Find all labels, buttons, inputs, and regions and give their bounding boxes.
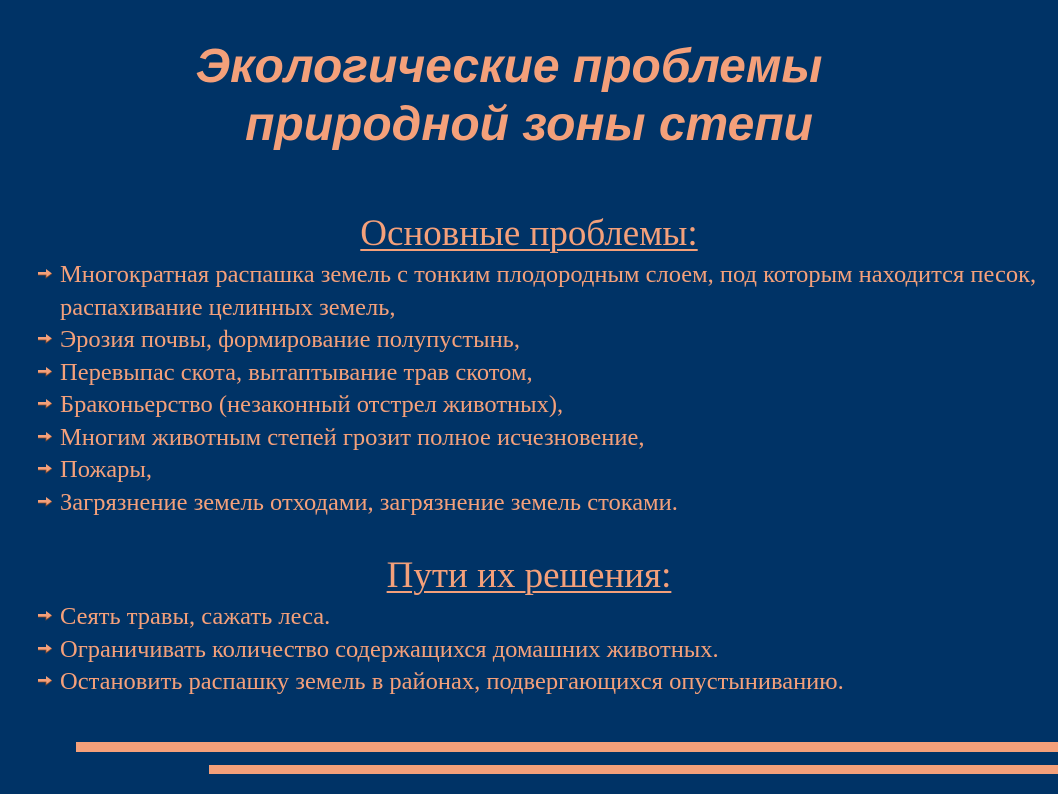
list-item [38, 454, 1038, 487]
arrow-bullet-icon [38, 367, 52, 377]
arrow-bullet-icon [38, 432, 52, 442]
problem-text: Браконьерство (незаконный отстрел животных), [60, 391, 564, 418]
solution-text: Ограничивать количество содержащихся домашних животных. [60, 635, 719, 663]
list-item [38, 422, 1038, 455]
solution-text: Сеять травы, сажать леса. [60, 603, 331, 630]
list-item [38, 601, 1038, 634]
title-line-1: Экологические проблемы [195, 40, 823, 93]
list-item [38, 324, 1038, 357]
list-item [38, 634, 1038, 667]
arrow-bullet-icon [38, 464, 52, 474]
problem-text: Перевыпас скота, вытаптывание трав скотом, [60, 358, 533, 386]
solutions-list [38, 601, 1038, 699]
problem-text: Пожары, [60, 456, 152, 483]
list-item [38, 259, 1038, 324]
title-line-2: природной зоны степи [245, 98, 813, 151]
arrow-bullet-icon [38, 269, 52, 279]
list-item [38, 666, 1038, 699]
decorative-bar-top [76, 742, 1058, 752]
arrow-bullet-icon [38, 334, 52, 344]
problem-text: Многократная распашка земель с тонким плодородным слоем, под которым находится песок, распахивание целинных земель, [60, 261, 1037, 321]
problems-heading: Основные проблемы: [360, 213, 698, 254]
arrow-bullet-icon [38, 399, 52, 409]
solutions-heading: Пути их решения: [386, 555, 672, 596]
arrow-bullet-icon [38, 497, 52, 507]
decorative-bar-bottom [209, 765, 1058, 774]
slide-title [0, 38, 1058, 154]
arrow-bullet-icon [38, 676, 52, 686]
list-item [38, 487, 1038, 520]
list-item [38, 357, 1038, 390]
arrow-bullet-icon [38, 611, 52, 621]
problem-text: Загрязнение земель отходами, загрязнение земель стоками. [60, 488, 678, 516]
problem-text: Эрозия почвы, формирование полупустынь, [60, 326, 520, 353]
solution-text: Остановить распашку земель в районах, подвергающихся опустыниванию. [60, 668, 844, 695]
arrow-bullet-icon [38, 644, 52, 654]
problem-text: Многим животным степей грозит полное исчезновение, [60, 423, 645, 451]
list-item [38, 389, 1038, 422]
problems-list [38, 259, 1038, 519]
